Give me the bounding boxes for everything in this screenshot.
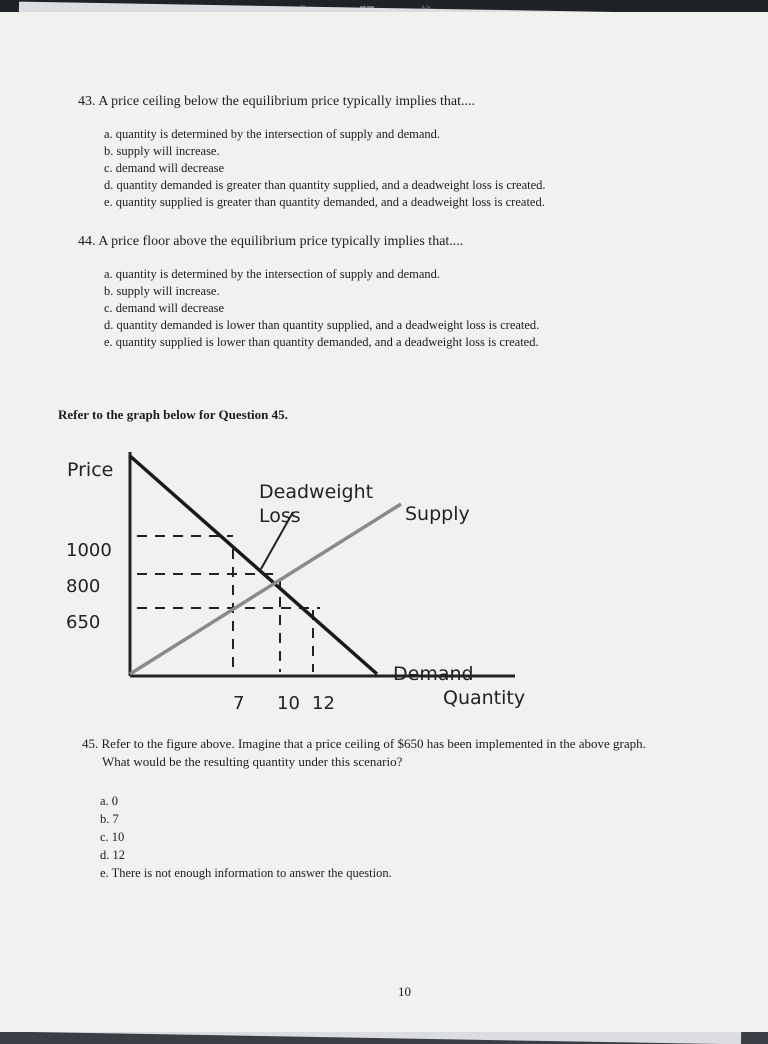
q45-option-b: b. 7 <box>100 812 119 826</box>
q45-option-e: e. There is not enough information to answer the question. <box>100 866 392 880</box>
y-tick-1000: 1000 <box>66 540 112 561</box>
supply-line <box>130 504 401 674</box>
supply-demand-chart <box>55 444 535 724</box>
exam-page <box>0 12 768 1032</box>
q45-option-d: d. 12 <box>100 848 125 862</box>
x-axis-label: Quantity <box>443 687 526 709</box>
q44-option-c: c. demand will decrease <box>104 301 225 315</box>
question-45-line-2: What would be the resulting quantity under this scenario? <box>102 754 403 769</box>
q43-option-b: b. supply will increase. <box>104 144 220 158</box>
refer-instruction: Refer to the graph below for Question 45. <box>58 407 288 422</box>
x-tick-10: 10 <box>277 693 300 714</box>
x-tick-7: 7 <box>233 693 245 714</box>
q44-option-a: a. quantity is determined by the intersection of supply and demand. <box>104 267 441 281</box>
deadweight-label-2: Loss <box>259 505 301 527</box>
demand-label: Demand <box>393 663 474 685</box>
page-number: 10 <box>398 984 411 999</box>
question-44: 44. A price floor above the equilibrium price typically implies that.... <box>78 234 464 249</box>
deadweight-label-1: Deadweight <box>259 481 374 503</box>
question-45-line-1: 45. Refer to the figure above. Imagine that a price ceiling of $650 has been implemented in the above graph. <box>82 736 646 751</box>
q44-option-d: d. quantity demanded is lower than quantity supplied, and a deadweight loss is created. <box>104 318 540 332</box>
supply-label: Supply <box>405 503 470 525</box>
q43-option-a: a. quantity is determined by the intersection of supply and demand. <box>104 127 441 141</box>
question-43: 43. A price ceiling below the equilibrium price typically implies that.... <box>78 94 475 109</box>
y-tick-800: 800 <box>66 576 101 597</box>
q44-option-e: e. quantity supplied is lower than quantity demanded, and a deadweight loss is created. <box>104 335 539 349</box>
x-tick-12: 12 <box>312 693 335 714</box>
y-axis-label: Price <box>67 459 114 481</box>
q45-option-c: c. 10 <box>100 830 125 844</box>
q43-option-d: d. quantity demanded is greater than quantity supplied, and a deadweight loss is created. <box>104 178 546 192</box>
q43-option-c: c. demand will decrease <box>104 161 225 175</box>
q45-option-a: a. 0 <box>100 794 119 808</box>
q43-option-e: e. quantity supplied is greater than quantity demanded, and a deadweight loss is created. <box>104 195 545 209</box>
q44-option-b: b. supply will increase. <box>104 284 220 298</box>
y-tick-650: 650 <box>66 612 101 633</box>
